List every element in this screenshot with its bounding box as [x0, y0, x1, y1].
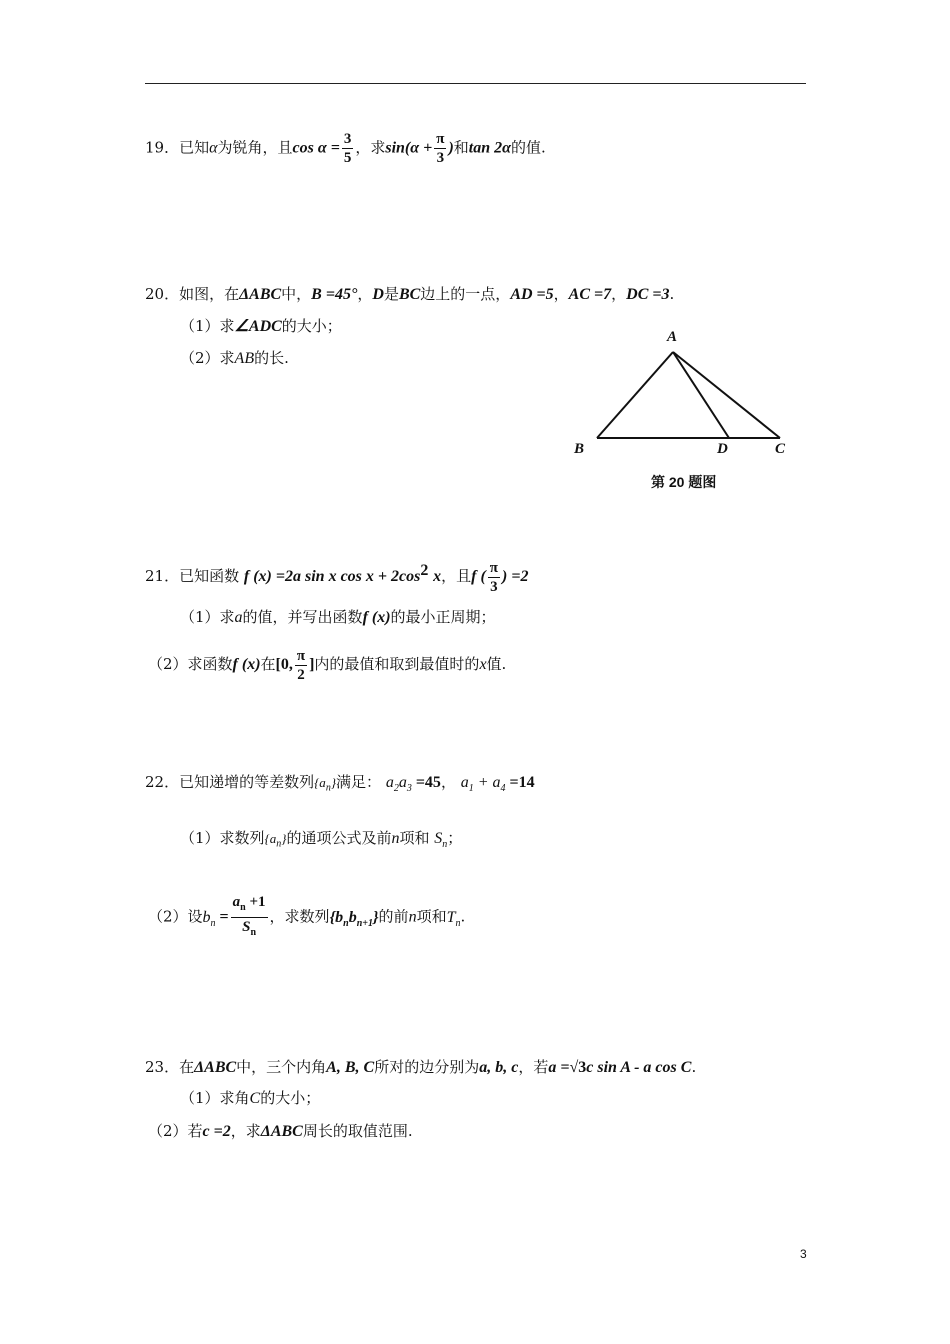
question-20-part-1: （1）求∠ADC的大小；: [180, 317, 342, 335]
header-rule: [145, 83, 806, 84]
vertex-label-a: A: [667, 329, 678, 345]
question-21: 21．已知函数 f (x) =2a sin x $\cos x + 2\cos^2$ x，且f ( $\frac{\pi}{3}$ ) =2: [145, 559, 529, 595]
vertex-label-d: D: [717, 441, 728, 457]
question-23: 23．在ΔABC中，三个内角A, B, C所对的边分别为a, b, c，若a =√3c sin A - a cos C.: [145, 1058, 697, 1076]
fraction-an-plus-1-over-sn: $\frac{a_n +1}{S_n}$: [232, 894, 266, 938]
question-20: 20．如图，在ΔABC中，B =45°，D是BC边上的一点，AD =5，AC =7，DC =3.: [145, 285, 675, 303]
question-21-part-1: （1）求a的值，并写出函数f (x)的最小正周期；: [180, 608, 496, 626]
vertex-label-c: C: [775, 441, 786, 457]
fraction-pi-2: $\frac{\pi}{2}$: [296, 647, 306, 683]
question-20-part-2: （2）求AB的长.: [180, 349, 289, 367]
edge-ad: [673, 352, 729, 438]
fraction-pi-3: $\frac{\pi}{3}$: [436, 131, 445, 166]
question-21-part-2: （2）求函数f (x)在[0, $\frac{\pi}{2}$ ]内的最值和取到最值时的x值.: [148, 647, 507, 683]
figure-caption: 第 20 题图: [651, 474, 717, 490]
question-22-part-1: （1）求数列$\{a_n\}$的通项公式及前n项和 $S_n$；: [180, 829, 463, 851]
question-23-part-1: （1）求角C的大小；: [180, 1089, 321, 1107]
question-22-part-2: （2）设$b_n$ = $\frac{a_n +1}{S_n}$ ，求数列$\{b_nb_{n+1}\}$的前n项和$T_n$.: [148, 893, 465, 946]
question-22: 22．已知递增的等差数列$\{a_n\}$满足： $a_2a_3 =45$， $a_1 + a_4 =14$: [145, 773, 535, 795]
edge-ba: [597, 352, 673, 438]
question-23-part-2: （2）若c =2，求ΔABC周长的取值范围.: [148, 1122, 413, 1140]
page-number: 3: [800, 1247, 807, 1261]
edge-ac: [673, 352, 780, 438]
fraction-3-5: $\frac{3}{5}$: [343, 131, 352, 166]
triangle-figure: [580, 325, 810, 455]
question-19: 19．已知α为锐角，且cos α = $\frac{3}{5}$ ，求sin(α + $\frac{\pi}{3}$ )和tan 2α的值.: [145, 131, 546, 166]
fraction-pi-3: $\frac{\pi}{3}$: [489, 559, 499, 595]
vertex-label-b: B: [574, 441, 585, 457]
